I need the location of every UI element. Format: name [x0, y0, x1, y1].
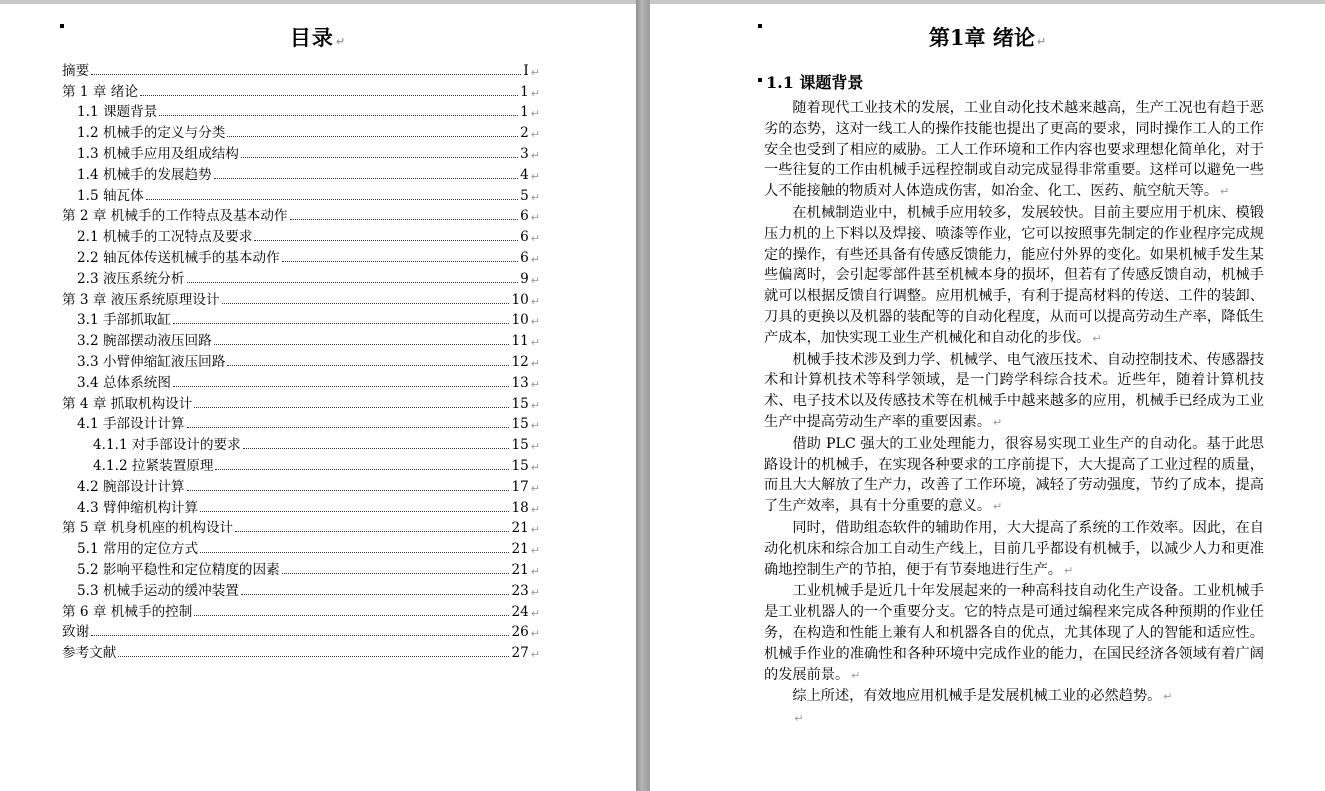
paragraph-mark: ↵ — [1036, 35, 1047, 48]
paragraph-mark: ↵ — [1063, 563, 1074, 577]
paragraph-mark: ↵ — [530, 294, 540, 308]
paragraph-mark: ↵ — [530, 232, 540, 246]
body-paragraph — [764, 98, 1264, 203]
toc-entry-page: 24 — [511, 603, 529, 620]
paragraph-mark: ↵ — [530, 65, 540, 79]
toc-entry-label: 第 3 章 液压系统原理设计 — [62, 291, 220, 308]
toc-leader-dots — [215, 469, 509, 470]
toc-entry-label: 2.3 液压系统分析 — [77, 270, 185, 287]
paragraph-mark: ↵ — [530, 460, 540, 474]
toc-entry-label: 1.2 机械手的定义与分类 — [77, 125, 226, 142]
toc-entry-label: 第 1 章 绪论 — [62, 83, 138, 100]
paragraph-mark: ↵ — [530, 502, 540, 516]
toc-entry[interactable] — [62, 599, 540, 620]
toc-entry-label: 第 2 章 机械手的工作特点及基本动作 — [62, 208, 288, 225]
paragraph-mark: ↵ — [530, 398, 540, 412]
toc-entry[interactable] — [62, 328, 540, 349]
body-paragraph — [764, 434, 1264, 518]
toc-entry-page: 1 — [520, 104, 529, 121]
paragraph-mark: ↵ — [530, 585, 540, 599]
paragraph-mark: ↵ — [530, 440, 540, 454]
toc-entry-page: 6 — [520, 229, 529, 246]
paragraph-mark: ↵ — [530, 148, 540, 162]
toc-leader-dots — [146, 199, 518, 200]
toc-entry-label: 3.3 小臂伸缩缸液压回路 — [77, 353, 226, 370]
toc-entry[interactable] — [62, 245, 540, 266]
toc-entry-label: 4.3 臂伸缩机构计算 — [77, 499, 199, 516]
format-mark — [758, 78, 762, 82]
toc-entry-label: 第 4 章 抓取机构设计 — [62, 395, 193, 412]
toc-leader-dots — [187, 282, 519, 283]
toc-entry-page: 23 — [511, 582, 529, 599]
chapter-page — [650, 0, 1325, 791]
paragraph-mark: ↵ — [530, 315, 540, 329]
toc-entry-page: 26 — [511, 624, 529, 641]
paragraph-mark: ↵ — [530, 544, 540, 558]
toc-entry-label: 摘要 — [62, 62, 90, 79]
toc-entry-page: 12 — [511, 353, 529, 370]
toc-leader-dots — [200, 552, 509, 553]
toc-entry-page: 15 — [511, 457, 529, 474]
toc-leader-dots — [235, 531, 509, 532]
toc-entry-page: 6 — [520, 249, 529, 266]
paragraph-mark: ↵ — [530, 606, 540, 620]
paragraph-mark: ↵ — [335, 35, 347, 48]
paragraph-mark: ↵ — [530, 377, 540, 391]
toc-entry[interactable] — [62, 100, 540, 121]
toc-leader-dots — [194, 407, 509, 408]
toc-entry-page: 3 — [520, 145, 529, 162]
toc-entry[interactable] — [62, 224, 540, 245]
body-text — [764, 98, 1264, 729]
paragraph-mark: ↵ — [1220, 185, 1230, 199]
toc-leader-dots — [173, 386, 510, 387]
toc-entry-label: 5.1 常用的定位方式 — [77, 541, 199, 558]
paragraph-mark: ↵ — [530, 523, 540, 537]
toc-leader-dots — [214, 178, 518, 179]
paragraph-text: 同时，借助组态软件的辅助作用，大大提高了系统的工作效率。因此，在自动化机床和综合加工自动生产线上，目前几乎都设有机械手，以减少人力和更准确地控制生产的节拍，便于有节奏地进行生产。 — [764, 519, 1264, 578]
empty-paragraph — [764, 708, 1264, 729]
toc-entry[interactable] — [62, 620, 540, 641]
body-paragraph — [764, 518, 1264, 581]
toc-entry-page: 10 — [511, 312, 529, 329]
paragraph-mark: ↵ — [530, 190, 540, 204]
toc-entry-label: 2.2 轴瓦体传送机械手的基本动作 — [77, 249, 280, 266]
toc-entry-label: 4.1.2 拉紧装置原理 — [93, 457, 214, 474]
toc-entry-page: 21 — [511, 541, 529, 558]
toc-entry[interactable] — [62, 370, 540, 391]
toc-entry[interactable] — [62, 183, 540, 204]
paragraph-mark: ↵ — [530, 336, 540, 350]
toc-entry[interactable] — [62, 308, 540, 329]
paragraph-text: 在机械制造业中，机械手应用较多，发展较快。目前主要应用于机床、模锻压力机的上下料以及焊接、喷漆等作业，它可以按照事先制定的作业程序完成规定的操作，有些还具备有传感反馈能力，能应付外界的变化。如果机械手发生某些偏离时，会引起零部件甚至机械本身的损坏，但若有了传感反馈自动，机械手就可以根据反馈自行调整。应用机械手，有利于提高材料的传送、工件的装卸、刀具的更换以及机器的装配等的自动化程度，从而可以提高劳动生产率，降低生产成本，加快实现工业生产机械化和自动化的步伐。 — [764, 204, 1264, 346]
toc-entry[interactable] — [62, 578, 540, 599]
chapter-title — [650, 22, 1325, 52]
paragraph-mark: ↵ — [530, 481, 540, 495]
toc-entry-page: 17 — [511, 478, 529, 495]
paragraph-mark: ↵ — [530, 211, 540, 225]
body-paragraph — [764, 350, 1264, 434]
toc-entry-label: 第 5 章 机身机座的机构设计 — [62, 520, 234, 537]
paragraph-text: 工业机械手是近几十年发展起来的一种高科技自动化生产设备。工业机械手是工业机器人的一个重要分支。它的特点是可通过编程来完成各种预期的作业任务，在构造和性能上兼有人和机器各自的优点，尤其体现了人的智能和适应性。机械手作业的准确性和各种环境中完成作业的能力，在国民经济各领域有着广阔的发展前景。 — [764, 583, 1264, 683]
toc-entry-page: 11 — [511, 333, 529, 350]
body-paragraph — [764, 581, 1264, 686]
toc-entry-page: 21 — [511, 561, 529, 578]
toc-entry[interactable] — [62, 204, 540, 225]
paragraph-text: 综上所述，有效地应用机械手是发展机械工业的必然趋势。 — [792, 688, 1162, 705]
toc-entry[interactable] — [62, 287, 540, 308]
toc-entry-label: 1.4 机械手的发展趋势 — [77, 166, 212, 183]
paragraph-mark: ↵ — [530, 273, 540, 287]
paragraph-mark: ↵ — [530, 564, 540, 578]
toc-leader-dots — [214, 344, 510, 345]
toc-entry[interactable] — [62, 266, 540, 287]
toc-leader-dots — [159, 115, 518, 116]
toc-leader-dots — [227, 365, 509, 366]
toc-entry-label: 4.1.1 对手部设计的要求 — [93, 437, 241, 454]
toc-leader-dots — [282, 261, 518, 262]
toc-entry-page: 1 — [520, 83, 529, 100]
toc-leader-dots — [222, 303, 510, 304]
page-gutter — [636, 0, 650, 791]
toc-entry-label: 致谢 — [62, 624, 90, 641]
toc-entry-page: 21 — [511, 520, 529, 537]
toc-page — [0, 0, 636, 791]
toc-entry-label: 4.1 手部设计计算 — [77, 416, 185, 433]
toc-entry-page: 5 — [520, 187, 529, 204]
paragraph-mark: ↵ — [1163, 690, 1173, 704]
toc-entry[interactable] — [62, 453, 540, 474]
toc-entry[interactable] — [62, 495, 540, 516]
toc-entry-label: 1.5 轴瓦体 — [77, 187, 144, 204]
toc-leader-dots — [254, 240, 518, 241]
paragraph-mark: ↵ — [530, 627, 540, 641]
toc-entry[interactable] — [62, 141, 540, 162]
paragraph-mark: ↵ — [530, 648, 540, 662]
toc-entry-page: 27 — [511, 645, 529, 662]
toc-entry-page: 13 — [511, 374, 529, 391]
paragraph-text: 机械手技术涉及到力学、机械学、电气液压技术、自动控制技术、传感器技术和计算机技术等科学领域，是一门跨学科综合技术。近些年，随着计算机技术、电子技术以及传感技术等在机械手中越来越多的应用，机械手已经成为工业生产中提高劳动生产率的重要因素。 — [764, 351, 1264, 430]
toc-leader-dots — [91, 635, 509, 636]
chapter-title-text: 第1章 绪论 — [928, 25, 1035, 50]
toc-entry[interactable] — [62, 640, 540, 661]
toc-leader-dots — [282, 573, 510, 574]
paragraph-mark: ↵ — [1092, 331, 1102, 345]
toc-entry[interactable] — [62, 536, 540, 557]
paragraph-mark: ↵ — [530, 107, 540, 121]
toc-entry[interactable] — [62, 412, 540, 433]
section-title: 1.1 课题背景 — [766, 73, 864, 92]
toc-entry-page: 2 — [520, 125, 529, 142]
toc-entry[interactable] — [62, 120, 540, 141]
toc-entry[interactable] — [62, 162, 540, 183]
body-paragraph — [764, 203, 1264, 350]
toc-entry-page: 15 — [511, 395, 529, 412]
paragraph-mark: ↵ — [993, 500, 1003, 514]
toc-leader-dots — [187, 427, 510, 428]
toc-entry-label: 5.3 机械手运动的缓冲装置 — [77, 582, 239, 599]
toc-entry-label: 4.2 腕部设计计算 — [77, 478, 185, 495]
toc-leader-dots — [173, 323, 510, 324]
toc-entry-page: 4 — [520, 166, 529, 183]
toc-entry-page: 10 — [511, 291, 529, 308]
paragraph-text: 随着现代工业技术的发展，工业自动化技术越来越高，生产工况也有趋于恶劣的态势，这对一线工人的操作技能也提出了更高的要求，同时操作工人的工作安全也受到了相应的威胁。工人工作环境和工作内容也要求理想化简单化，对于一些往复的工作由机械手远程控制或自动完成显得非常重要。这样可以避免一些人不能接触的物质对人体造成伤害，如冶金、化工、医药、航空航天等。 — [764, 100, 1264, 200]
toc-entry[interactable] — [62, 432, 540, 453]
toc-entry-page: 9 — [520, 270, 529, 287]
toc-leader-dots — [194, 615, 509, 616]
toc-entry-label: 3.4 总体系统图 — [77, 374, 171, 391]
toc-leader-dots — [227, 136, 518, 137]
paragraph-mark: ↵ — [794, 712, 804, 726]
toc-entry-label: 第 6 章 机械手的控制 — [62, 603, 193, 620]
paragraph-text: 借助 PLC 强大的工业处理能力，很容易实现工业生产的自动化。基于此思路设计的机械手，在实现各种要求的工序前提下，大大提高了工业过程的质量，而且大大解放了生产力，改善了工作环境，减轻了劳动强度，节约了成本，提高了生产效率，具有十分重要的意义。 — [764, 435, 1264, 515]
paragraph-mark: ↵ — [993, 415, 1003, 429]
paragraph-mark: ↵ — [530, 252, 540, 266]
toc-entry[interactable] — [62, 391, 540, 412]
toc-entry[interactable] — [62, 79, 540, 100]
toc-leader-dots — [200, 511, 509, 512]
toc-title-text: 目录 — [289, 25, 334, 50]
toc-leader-dots — [187, 490, 510, 491]
toc-leader-dots — [241, 594, 510, 595]
body-paragraph — [764, 686, 1264, 708]
toc-entry[interactable] — [62, 58, 540, 79]
paragraph-mark: ↵ — [530, 86, 540, 100]
toc-leader-dots — [290, 219, 519, 220]
toc-leader-dots — [140, 95, 518, 96]
toc-entry[interactable] — [62, 349, 540, 370]
toc-entry-page: 18 — [511, 499, 529, 516]
toc-entry-page: 15 — [511, 437, 529, 454]
toc-entry-label: 2.1 机械手的工况特点及要求 — [77, 229, 253, 246]
toc-leader-dots — [241, 157, 518, 158]
toc-entry-label: 1.1 课题背景 — [77, 104, 158, 121]
toc-entry-label: 3.2 腕部摆动液压回路 — [77, 333, 212, 350]
paragraph-mark: ↵ — [530, 419, 540, 433]
toc-entry[interactable] — [62, 516, 540, 537]
toc-title — [0, 22, 636, 52]
toc-entry-page: I — [523, 62, 529, 79]
paragraph-mark: ↵ — [530, 169, 540, 183]
toc-leader-dots — [243, 448, 510, 449]
paragraph-mark: ↵ — [530, 356, 540, 370]
toc-entry-page: 15 — [511, 416, 529, 433]
toc-entry-label: 1.3 机械手应用及组成结构 — [77, 145, 239, 162]
toc-entry[interactable] — [62, 557, 540, 578]
paragraph-mark: ↵ — [851, 668, 861, 682]
toc-entry-label: 参考文献 — [62, 645, 117, 662]
toc-leader-dots — [91, 74, 521, 75]
toc-entry-label: 5.2 影响平稳性和定位精度的因素 — [77, 561, 280, 578]
toc-entry[interactable] — [62, 474, 540, 495]
toc-leader-dots — [118, 656, 509, 657]
toc-list — [62, 58, 540, 661]
paragraph-mark: ↵ — [530, 128, 540, 142]
toc-entry-page: 6 — [520, 208, 529, 225]
toc-entry-label: 3.1 手部抓取缸 — [77, 312, 171, 329]
